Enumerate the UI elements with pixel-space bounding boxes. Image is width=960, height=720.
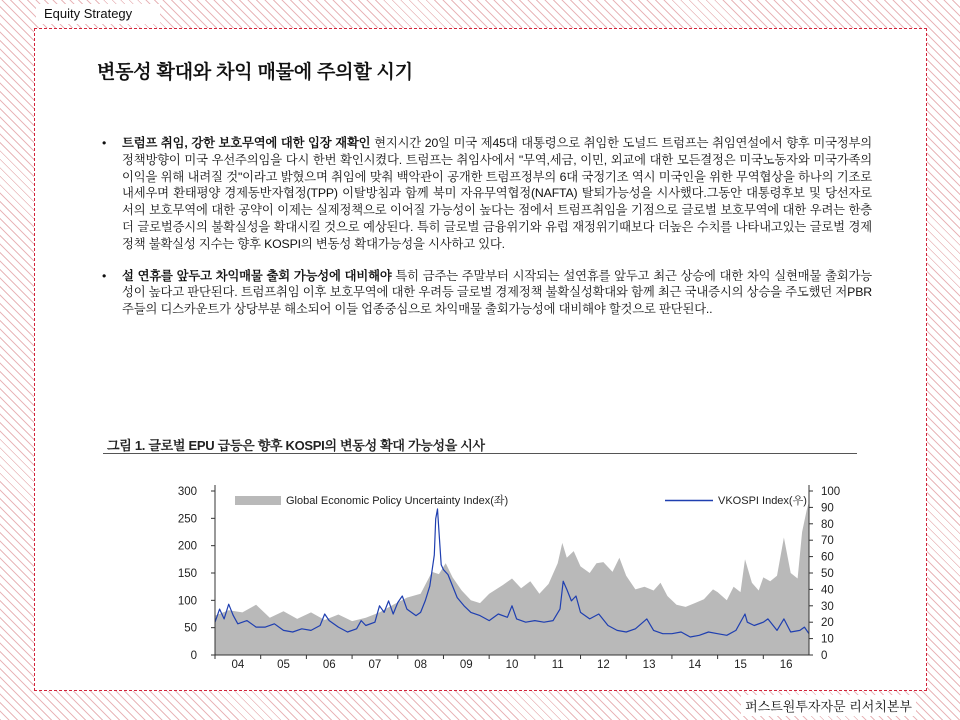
x-tick-label: 10 — [505, 659, 519, 669]
x-tick-label: 04 — [231, 659, 245, 669]
y-left-tick-label: 50 — [184, 622, 197, 635]
x-tick-label: 15 — [734, 659, 747, 669]
bullet-heading: 설 연휴를 앞두고 차익매물 출회 가능성에 대비해야 — [122, 268, 392, 283]
x-tick-label: 07 — [368, 659, 382, 669]
legend-label-vkospi: VKOSPI Index(우) — [718, 495, 807, 507]
bullet-list — [102, 135, 872, 318]
x-tick-label: 16 — [779, 659, 793, 669]
y-right-tick-label: 20 — [821, 617, 834, 630]
y-right-tick-label: 0 — [821, 650, 828, 662]
y-left-tick-label: 0 — [190, 650, 197, 662]
y-right-tick-label: 100 — [821, 486, 841, 498]
x-tick-label: 14 — [688, 659, 702, 669]
bullet-body: 현지시간 20일 미국 제45대 대통령으로 취임한 도널드 트럼프는 취임연설에서 향후 미국정부의 정책방향이 미국 우선주의임을 다시 한번 확인시켰다. 트럼프는 취임사에서 "무역,세금, 이민, 외교에 대한 모든결정은 미국노동자와 미국가족의 이익을 위해 내려질 것"이라고 밝혔으며 취임에 맞춰 백악관이 공개한 트럼프정부의 6대 국정기조 역시 미국인을 위한 무역협상을 하나의 기조로 내세우며 환태평양 경제동반자협정(TPP) 이탈방침과 함께 북미 자유무역협정(NAFTA) 탈퇴가능성을 시사했다.그동안 대통령후보 및 당선자로서의 보호무역에 대한 공약이 이제는 실제정책으로 이어질 가능성이 높다는 점에서 트럼프취임을 기점으로 글로벌 보호무역에 대한 우려는 한층 더 글로벌증시의 불확실성을 확대시킬 것으로 예상된다. 특히 글로벌 금융위기와 유럽 재정위기때보다 더높은 수치를 나타내고있는 글로벌 경제정책 불확실성 지수는 향후 KOSPI의 변동성 확대가능성을 시사하고 있다. — [122, 136, 872, 251]
y-left-tick-label: 300 — [177, 486, 197, 498]
y-right-tick-label: 10 — [821, 633, 834, 646]
x-tick-label: 05 — [277, 659, 290, 669]
figure-divider — [103, 453, 857, 454]
y-right-tick-label: 30 — [821, 600, 834, 613]
bullet-marker: • — [102, 136, 107, 150]
x-tick-label: 09 — [459, 659, 473, 669]
bullet-item-trump-protectionism — [102, 135, 872, 253]
x-tick-label: 06 — [322, 659, 336, 669]
y-right-tick-label: 90 — [821, 502, 834, 515]
x-tick-label: 13 — [642, 659, 656, 669]
y-left-tick-label: 250 — [177, 513, 197, 526]
y-right-tick-label: 80 — [821, 518, 834, 531]
section-label: Equity Strategy — [36, 4, 160, 24]
report-title: 변동성 확대와 차익 매물에 주의할 시기 — [97, 62, 413, 83]
x-tick-label: 12 — [596, 659, 610, 669]
chart-legend — [235, 493, 807, 507]
footer-company: 퍼스트원투자자문 리서치본부 — [741, 695, 916, 716]
y-right-tick-label: 60 — [821, 551, 834, 564]
chart-plot — [215, 502, 809, 655]
y-right-tick-label: 70 — [821, 535, 834, 548]
bullet-body: 특히 금주는 주말부터 시작되는 설연휴를 앞두고 최근 상승에 대한 차익 실현매물 출회가능성이 높다고 판단된다. 트럼프취임 이후 보호무역에 대한 우려등 글로벌 경제정책 불확실성확대와 함께 최근 국내증시의 상승을 주도했던 저PBR주들의 디스카운트가 상당부분 해소되어 이들 업종중심으로 차익매물 출회가능성에 대비해야 할것으로 판단된다.. — [122, 268, 872, 317]
y-left-tick-label: 150 — [177, 568, 197, 580]
x-tick-label: 11 — [551, 659, 564, 669]
bullet-heading: 트럼프 취임, 강한 보호무역에 대한 입장 재확인 — [122, 136, 371, 150]
report-frame — [34, 28, 927, 691]
y-left-tick-label: 100 — [177, 595, 197, 608]
legend-swatch-epu — [235, 496, 281, 505]
legend-label-epu: Global Economic Policy Uncertainty Index(좌) — [286, 495, 509, 507]
figure-caption: 그림 1. 글로벌 EPU 급등은 향후 KOSPI의 변동성 확대 가능성을 시사 — [107, 438, 485, 453]
bullet-item-profit-taking — [102, 268, 872, 318]
x-tick-label: 08 — [414, 659, 428, 669]
y-right-tick-label: 40 — [821, 584, 834, 597]
y-right-tick-label: 50 — [821, 568, 834, 580]
epu-vkospi-chart — [103, 457, 863, 669]
epu-area-series — [215, 502, 809, 655]
y-left-tick-label: 200 — [177, 540, 197, 553]
bullet-marker: • — [102, 268, 107, 283]
